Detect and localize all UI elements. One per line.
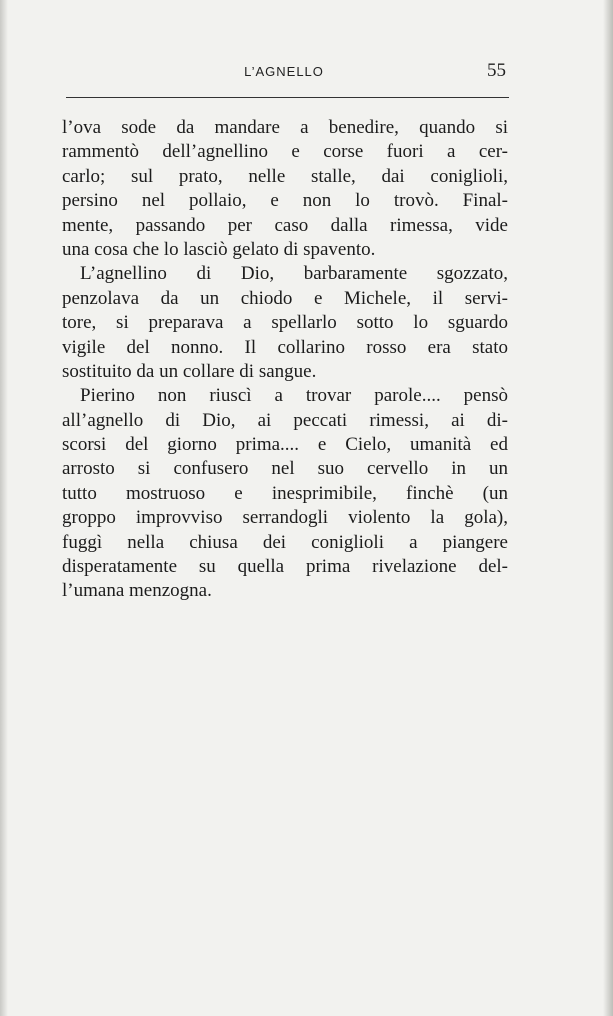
text-line: sostituito da un collare di sangue. bbox=[62, 360, 317, 382]
page-header bbox=[62, 60, 506, 88]
text-line: tore, si preparava a spellarlo sotto lo sguardo bbox=[62, 312, 508, 334]
text-line: tutto mostruoso e inesprimibile, finchè (un bbox=[62, 482, 508, 504]
text-line: penzolava da un chiodo e Michele, il servi- bbox=[62, 287, 508, 309]
text-line: l’umana menzogna. bbox=[62, 580, 212, 602]
text-line: Pierino non riuscì a trovar parole.... pensò bbox=[80, 385, 508, 407]
text-line: rammentò dell’agnellino e corse fuori a cer- bbox=[62, 141, 508, 163]
page-number: 55 bbox=[487, 60, 506, 81]
body-text bbox=[62, 116, 508, 604]
text-line: mente, passando per caso dalla rimessa, vide bbox=[62, 214, 508, 236]
text-line: scorsi del giorno prima.... e Cielo, umanità ed bbox=[62, 434, 508, 456]
header-rule bbox=[66, 97, 509, 98]
text-line: una cosa che lo lasciò gelato di spavento. bbox=[62, 238, 376, 260]
text-line: all’agnello di Dio, ai peccati rimessi, ai di- bbox=[62, 409, 508, 431]
text-line: carlo; sul prato, nelle stalle, dai coniglioli, bbox=[62, 165, 508, 187]
text-line: arrosto si confusero nel suo cervello in un bbox=[62, 458, 508, 480]
running-head: L’AGNELLO bbox=[244, 64, 324, 79]
left-page-shadow bbox=[0, 0, 8, 1016]
text-line: L’agnellino di Dio, barbaramente sgozzato, bbox=[80, 263, 508, 285]
text-line: persino nel pollaio, e non lo trovò. Final- bbox=[62, 190, 508, 212]
right-page-shadow bbox=[603, 0, 613, 1016]
text-line: l’ova sode da mandare a benedire, quando si bbox=[62, 117, 508, 138]
text-line: vigile del nonno. Il collarino rosso era stato bbox=[62, 336, 508, 358]
text-line: disperatamente su quella prima rivelazione del- bbox=[62, 556, 508, 578]
text-line: groppo improvviso serrandogli violento la gola), bbox=[62, 507, 508, 529]
text-line: fuggì nella chiusa dei coniglioli a piangere bbox=[62, 531, 508, 553]
